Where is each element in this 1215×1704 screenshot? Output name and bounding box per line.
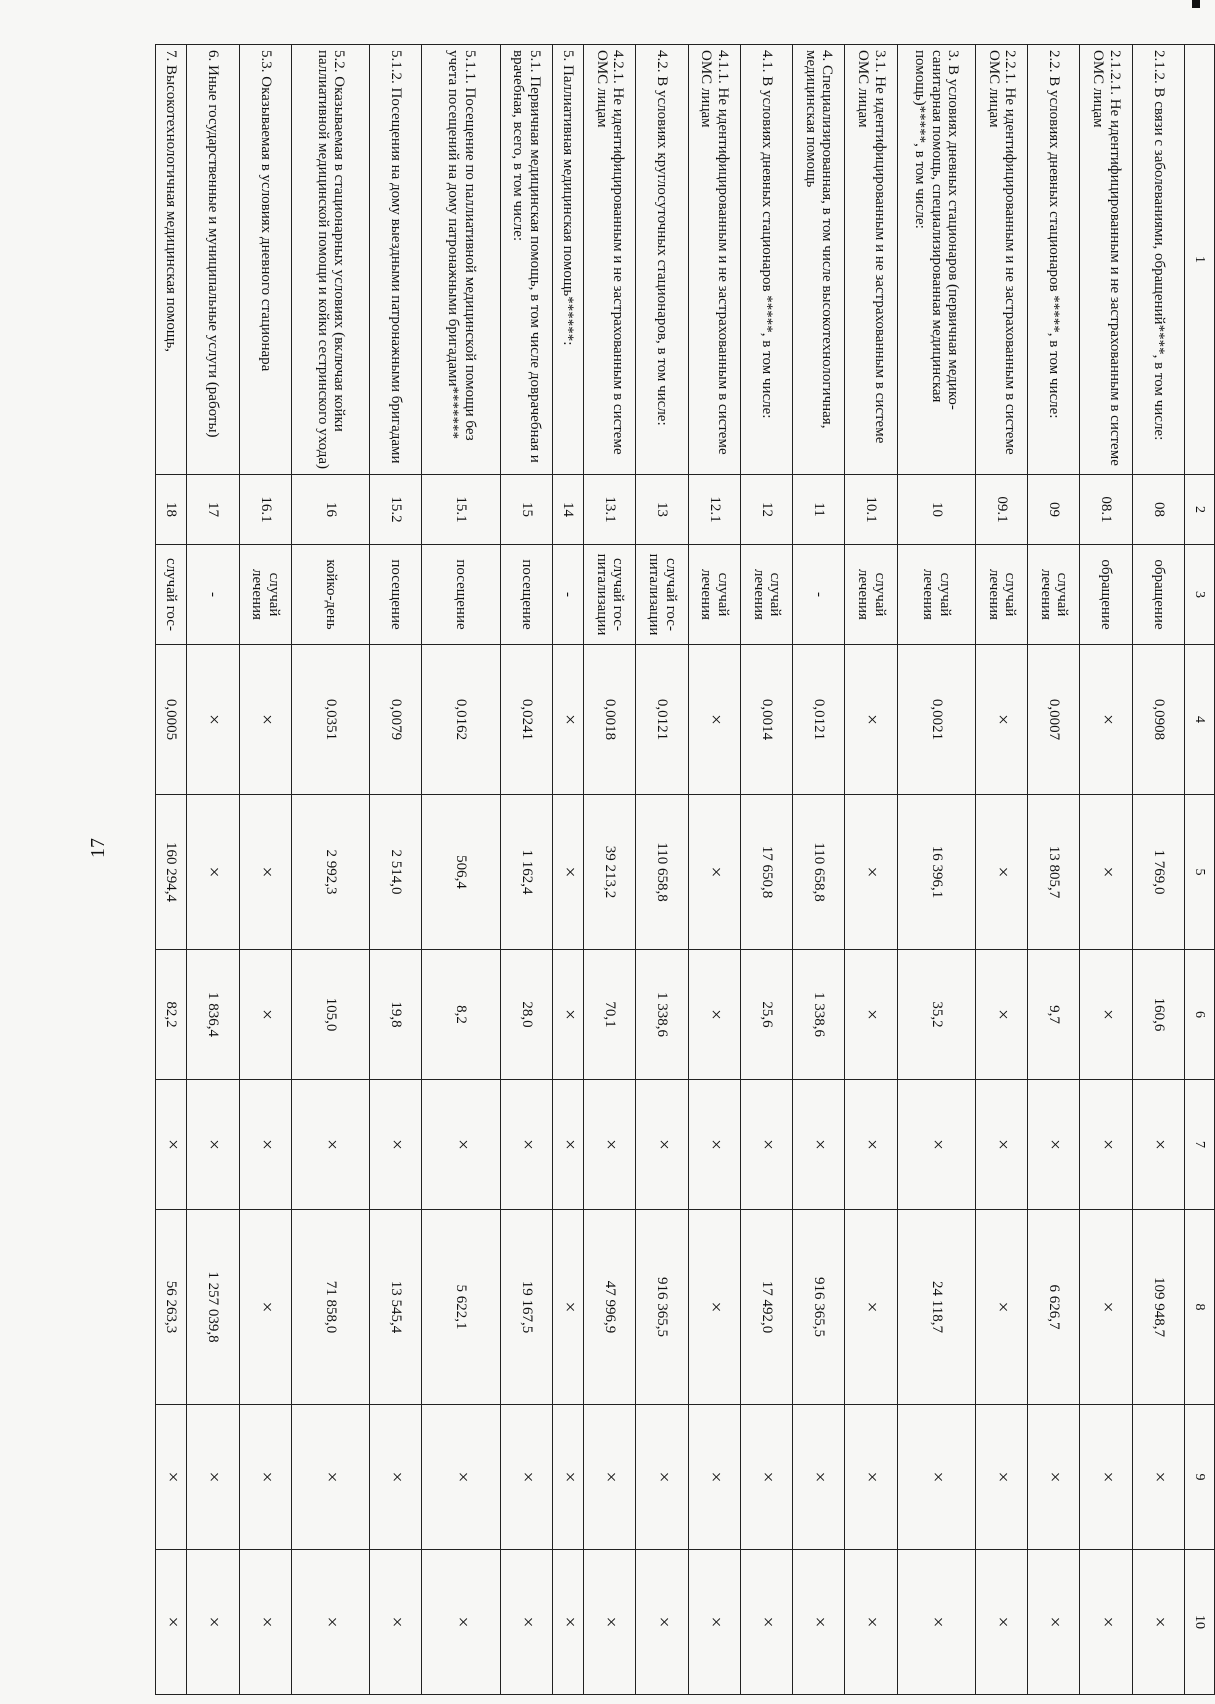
cell-col-9: × xyxy=(500,1405,552,1550)
cell-col-10: × xyxy=(422,1550,500,1695)
cell-col-5: 17 650,8 xyxy=(740,795,792,950)
cell-row-code: 18 xyxy=(156,475,187,545)
cell-col-5: × xyxy=(553,795,584,950)
cell-description: 5.1.2. Посещения на дому выездными патронажными бригадами xyxy=(370,45,422,475)
cell-col-7: × xyxy=(845,1080,897,1210)
cell-col-7: × xyxy=(976,1080,1028,1210)
cell-col-9: × xyxy=(553,1405,584,1550)
cell-unit: случай лечения xyxy=(740,545,792,645)
table-body xyxy=(156,45,1215,1695)
cell-unit: посещение xyxy=(500,545,552,645)
cell-col-9: × xyxy=(239,1405,291,1550)
cell-col-9: × xyxy=(636,1405,688,1550)
cell-col-7: × xyxy=(187,1080,239,1210)
cell-col-9: × xyxy=(1080,1405,1132,1550)
cell-col-6: × xyxy=(1080,950,1132,1080)
cell-row-code: 16 xyxy=(291,475,369,545)
cell-col-10: × xyxy=(291,1550,369,1695)
cell-col-8: 47 996,9 xyxy=(584,1210,636,1405)
cell-description: 6. Иные государственные и муниципальные услуги (работы) xyxy=(187,45,239,475)
cell-description: 3. В условиях дневных стационаров (первичная медико-санитарная помощь, специализированная медицинская помощь)*****, в том числе: xyxy=(897,45,975,475)
cell-col-4: × xyxy=(239,645,291,795)
cell-col-6: 1 338,6 xyxy=(793,950,845,1080)
cell-row-code: 10.1 xyxy=(845,475,897,545)
table-header-row xyxy=(1184,45,1214,1695)
rotated-page-content xyxy=(155,44,1215,1694)
cell-unit: случай гос- xyxy=(156,545,187,645)
cell-col-10: × xyxy=(793,1550,845,1695)
cell-col-10: × xyxy=(584,1550,636,1695)
cell-col-4: 0,0018 xyxy=(584,645,636,795)
cell-description: 2.2.1. Не идентифицированным и не застрахованным в системе ОМС лицам xyxy=(976,45,1028,475)
cell-col-7: × xyxy=(370,1080,422,1210)
cell-col-4: × xyxy=(553,645,584,795)
cell-col-5: 2 992,3 xyxy=(291,795,369,950)
table-row xyxy=(793,45,845,1695)
table-row xyxy=(370,45,422,1695)
cell-col-4: 0,0162 xyxy=(422,645,500,795)
cell-col-8: × xyxy=(688,1210,740,1405)
cell-col-8: 56 263,3 xyxy=(156,1210,187,1405)
table-row xyxy=(897,45,975,1695)
cell-unit: случай лечения xyxy=(845,545,897,645)
cell-col-4: 0,0351 xyxy=(291,645,369,795)
cell-col-4: 0,0079 xyxy=(370,645,422,795)
table-row xyxy=(1028,45,1080,1695)
table-row xyxy=(187,45,239,1695)
cell-col-9: × xyxy=(156,1405,187,1550)
cell-col-8: 6 626,7 xyxy=(1028,1210,1080,1405)
table-row xyxy=(156,45,187,1695)
cell-col-8: 24 118,7 xyxy=(897,1210,975,1405)
cell-description: 5.3. Оказываемая в условиях дневного стационара xyxy=(239,45,291,475)
cell-description: 4. Специализированная, в том числе высокотехнологичная, медицинская помощь xyxy=(793,45,845,475)
cell-description: 7. Высокотехнологичная медицинская помощь, xyxy=(156,45,187,475)
table-row xyxy=(422,45,500,1695)
cell-col-9: × xyxy=(291,1405,369,1550)
cell-col-7: × xyxy=(1132,1080,1184,1210)
cell-col-10: × xyxy=(636,1550,688,1695)
cell-col-10: × xyxy=(156,1550,187,1695)
cell-row-code: 10 xyxy=(897,475,975,545)
cell-col-7: × xyxy=(156,1080,187,1210)
cell-col-10: × xyxy=(1132,1550,1184,1695)
cell-col-9: × xyxy=(584,1405,636,1550)
cell-col-5: 160 294,4 xyxy=(156,795,187,950)
column-header: 1 xyxy=(1184,45,1214,475)
cell-row-code: 12 xyxy=(740,475,792,545)
table-row xyxy=(636,45,688,1695)
cell-col-8: × xyxy=(845,1210,897,1405)
table-row xyxy=(500,45,552,1695)
cell-col-7: × xyxy=(553,1080,584,1210)
table-row xyxy=(1080,45,1132,1695)
cell-col-5: × xyxy=(187,795,239,950)
cell-col-5: 13 805,7 xyxy=(1028,795,1080,950)
cell-col-10: × xyxy=(500,1550,552,1695)
cell-description: 5. Паллиативная медицинская помощь******: xyxy=(553,45,584,475)
cell-col-6: 19,8 xyxy=(370,950,422,1080)
cell-col-9: × xyxy=(845,1405,897,1550)
table-row xyxy=(553,45,584,1695)
cell-row-code: 13 xyxy=(636,475,688,545)
cell-unit: случай гос-питализации xyxy=(636,545,688,645)
cell-col-5: 16 396,1 xyxy=(897,795,975,950)
cell-unit: обращение xyxy=(1132,545,1184,645)
cell-col-8: 17 492,0 xyxy=(740,1210,792,1405)
table-row xyxy=(976,45,1028,1695)
cell-row-code: 14 xyxy=(553,475,584,545)
cell-col-5: 2 514,0 xyxy=(370,795,422,950)
cell-col-10: × xyxy=(740,1550,792,1695)
cell-col-4: 0,0121 xyxy=(793,645,845,795)
cell-col-4: 0,0007 xyxy=(1028,645,1080,795)
cell-col-8: × xyxy=(239,1210,291,1405)
cell-col-9: × xyxy=(688,1405,740,1550)
cell-unit: посещение xyxy=(422,545,500,645)
cell-row-code: 08.1 xyxy=(1080,475,1132,545)
cell-col-8: × xyxy=(976,1210,1028,1405)
page-number: 17 xyxy=(87,838,109,858)
cell-col-7: × xyxy=(584,1080,636,1210)
cell-col-5: × xyxy=(1080,795,1132,950)
table-row xyxy=(239,45,291,1695)
cell-col-9: × xyxy=(370,1405,422,1550)
cell-description: 5.1. Первичная медицинская помощь, в том числе доврачебная и врачебная, всего, в том числе: xyxy=(500,45,552,475)
cell-col-4: 0,0021 xyxy=(897,645,975,795)
cell-row-code: 17 xyxy=(187,475,239,545)
cell-col-7: × xyxy=(422,1080,500,1210)
cell-col-6: 1 836,4 xyxy=(187,950,239,1080)
cell-row-code: 09.1 xyxy=(976,475,1028,545)
cell-col-8: 109 948,7 xyxy=(1132,1210,1184,1405)
cell-col-7: × xyxy=(500,1080,552,1210)
cell-description: 5.2. Оказываемая в стационарных условиях (включая койки паллиативной медицинской помощи и койки сестринского ухода) xyxy=(291,45,369,475)
cell-col-7: × xyxy=(1080,1080,1132,1210)
cell-col-9: × xyxy=(976,1405,1028,1550)
cell-col-8: × xyxy=(553,1210,584,1405)
cell-description: 4.1.1. Не идентифицированным и не застрахованным в системе ОМС лицам xyxy=(688,45,740,475)
cell-col-8: 5 622,1 xyxy=(422,1210,500,1405)
cell-description: 4.2.1. Не идентифицированным и не застрахованным в системе ОМС лицам xyxy=(584,45,636,475)
cell-col-7: × xyxy=(793,1080,845,1210)
cell-col-10: × xyxy=(553,1550,584,1695)
cell-col-9: × xyxy=(422,1405,500,1550)
column-header: 6 xyxy=(1184,950,1214,1080)
cell-col-4: × xyxy=(1080,645,1132,795)
cell-col-4: 0,0241 xyxy=(500,645,552,795)
column-header: 3 xyxy=(1184,545,1214,645)
cell-unit: случай лечения xyxy=(1028,545,1080,645)
cell-col-10: × xyxy=(370,1550,422,1695)
cell-col-6: 105,0 xyxy=(291,950,369,1080)
cell-col-6: 9,7 xyxy=(1028,950,1080,1080)
cell-col-5: 1 769,0 xyxy=(1132,795,1184,950)
cell-col-7: × xyxy=(740,1080,792,1210)
cell-description: 4.1. В условиях дневных стационаров *****, в том числе: xyxy=(740,45,792,475)
cell-col-5: 506,4 xyxy=(422,795,500,950)
cell-col-10: × xyxy=(239,1550,291,1695)
cell-col-8: 916 365,5 xyxy=(636,1210,688,1405)
cell-col-10: × xyxy=(976,1550,1028,1695)
cell-col-7: × xyxy=(636,1080,688,1210)
column-header: 2 xyxy=(1184,475,1214,545)
cell-col-10: × xyxy=(688,1550,740,1695)
cell-row-code: 11 xyxy=(793,475,845,545)
cell-col-6: 160,6 xyxy=(1132,950,1184,1080)
column-header: 7 xyxy=(1184,1080,1214,1210)
cell-col-7: × xyxy=(239,1080,291,1210)
data-table xyxy=(155,44,1215,1695)
cell-col-7: × xyxy=(688,1080,740,1210)
cell-col-5: × xyxy=(239,795,291,950)
cell-col-6: 8,2 xyxy=(422,950,500,1080)
cell-col-9: × xyxy=(187,1405,239,1550)
cell-col-6: × xyxy=(688,950,740,1080)
cell-description: 2.1.2.1. Не идентифицированным и не застрахованным в системе ОМС лицам xyxy=(1080,45,1132,475)
column-header: 9 xyxy=(1184,1405,1214,1550)
cell-col-9: × xyxy=(1028,1405,1080,1550)
cell-description: 4.2. В условиях круглосуточных стационаров, в том числе: xyxy=(636,45,688,475)
table-row xyxy=(688,45,740,1695)
cell-col-10: × xyxy=(897,1550,975,1695)
cell-col-4: × xyxy=(688,645,740,795)
cell-col-10: × xyxy=(1080,1550,1132,1695)
cell-row-code: 15.1 xyxy=(422,475,500,545)
cell-col-8: 13 545,4 xyxy=(370,1210,422,1405)
cell-col-9: × xyxy=(1132,1405,1184,1550)
cell-col-4: 0,0121 xyxy=(636,645,688,795)
cell-col-9: × xyxy=(897,1405,975,1550)
cell-col-6: × xyxy=(845,950,897,1080)
cell-col-6: 70,1 xyxy=(584,950,636,1080)
cell-col-8: × xyxy=(1080,1210,1132,1405)
cell-unit: случай лечения xyxy=(688,545,740,645)
cell-col-5: 110 658,8 xyxy=(636,795,688,950)
cell-col-6: 28,0 xyxy=(500,950,552,1080)
scan-corner-mark xyxy=(1192,0,1200,8)
cell-row-code: 12.1 xyxy=(688,475,740,545)
cell-col-8: 19 167,5 xyxy=(500,1210,552,1405)
cell-description: 3.1. Не идентифицированным и не застрахованным в системе ОМС лицам xyxy=(845,45,897,475)
table-row xyxy=(1132,45,1184,1695)
cell-col-6: × xyxy=(239,950,291,1080)
table-row xyxy=(740,45,792,1695)
cell-col-8: 916 365,5 xyxy=(793,1210,845,1405)
cell-unit: - xyxy=(553,545,584,645)
cell-description: 2.2. В условиях дневных стационаров *****, в том числе: xyxy=(1028,45,1080,475)
cell-col-9: × xyxy=(793,1405,845,1550)
cell-row-code: 13.1 xyxy=(584,475,636,545)
cell-col-4: 0,0014 xyxy=(740,645,792,795)
cell-col-4: 0,0908 xyxy=(1132,645,1184,795)
cell-col-5: 1 162,4 xyxy=(500,795,552,950)
cell-col-7: × xyxy=(897,1080,975,1210)
cell-row-code: 09 xyxy=(1028,475,1080,545)
cell-description: 5.1.1. Посещение по паллиативной медицинской помощи без учета посещений на дому патронажными бригадами******* xyxy=(422,45,500,475)
cell-col-4: × xyxy=(845,645,897,795)
cell-col-5: × xyxy=(976,795,1028,950)
cell-col-10: × xyxy=(1028,1550,1080,1695)
cell-row-code: 16.1 xyxy=(239,475,291,545)
column-header: 5 xyxy=(1184,795,1214,950)
cell-col-6: × xyxy=(553,950,584,1080)
cell-row-code: 08 xyxy=(1132,475,1184,545)
cell-col-6: 35,2 xyxy=(897,950,975,1080)
column-header: 10 xyxy=(1184,1550,1214,1695)
cell-col-6: 25,6 xyxy=(740,950,792,1080)
cell-col-7: × xyxy=(1028,1080,1080,1210)
cell-row-code: 15 xyxy=(500,475,552,545)
cell-unit: - xyxy=(793,545,845,645)
cell-row-code: 15.2 xyxy=(370,475,422,545)
cell-col-5: × xyxy=(688,795,740,950)
cell-col-7: × xyxy=(291,1080,369,1210)
cell-unit: случай гос-питализации xyxy=(584,545,636,645)
cell-unit: случай лечения xyxy=(897,545,975,645)
cell-col-4: 0,0005 xyxy=(156,645,187,795)
cell-unit: - xyxy=(187,545,239,645)
cell-unit: случай лечения xyxy=(239,545,291,645)
table-row xyxy=(291,45,369,1695)
cell-col-6: × xyxy=(976,950,1028,1080)
cell-col-9: × xyxy=(740,1405,792,1550)
cell-description: 2.1.2. В связи с заболеваниями, обращений****, в том числе: xyxy=(1132,45,1184,475)
cell-col-6: 82,2 xyxy=(156,950,187,1080)
cell-col-8: 1 257 039,8 xyxy=(187,1210,239,1405)
cell-col-5: × xyxy=(845,795,897,950)
cell-col-4: × xyxy=(976,645,1028,795)
cell-unit: койко-день xyxy=(291,545,369,645)
cell-col-5: 110 658,8 xyxy=(793,795,845,950)
cell-unit: обращение xyxy=(1080,545,1132,645)
cell-col-10: × xyxy=(187,1550,239,1695)
cell-col-8: 71 858,0 xyxy=(291,1210,369,1405)
table-row xyxy=(845,45,897,1695)
cell-unit: случай лечения xyxy=(976,545,1028,645)
column-header: 8 xyxy=(1184,1210,1214,1405)
cell-col-6: 1 338,6 xyxy=(636,950,688,1080)
table-row xyxy=(584,45,636,1695)
cell-col-5: 39 213,2 xyxy=(584,795,636,950)
cell-unit: посещение xyxy=(370,545,422,645)
cell-col-10: × xyxy=(845,1550,897,1695)
cell-col-4: × xyxy=(187,645,239,795)
column-header: 4 xyxy=(1184,645,1214,795)
